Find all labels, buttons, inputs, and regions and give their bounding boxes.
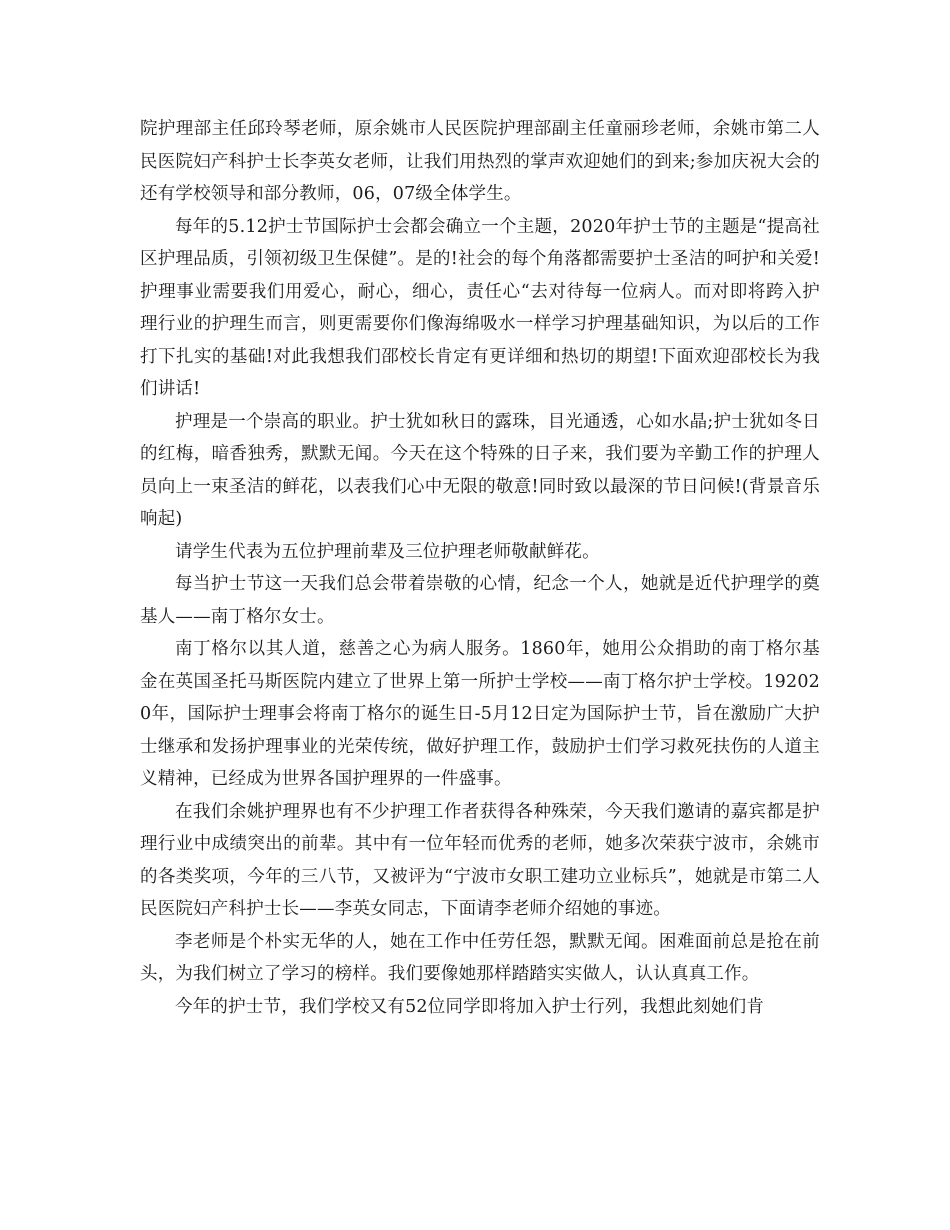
paragraph-nurses-day-theme: 每年的5.12护士节国际护士会都会确立一个主题，2020年护士节的主题是“提高社区护理品质，引领初级卫生保健”。是的!社会的每个角落都需要护士圣洁的呵护和关爱!护理事业需要我们用爱心，耐心，细心，责任心“去对待每一位病人。而对即将跨入护理行业的护理生而言，则更需要你们像海绵吸水一样学习护理基础知识，为以后的工作打下扎实的基础!对此我想我们邵校长肯定有更详细和热切的期望!下面欢迎邵校长为我们讲话! xyxy=(140,216,820,399)
paragraph-yuyao-honors: 在我们余姚护理界也有不少护理工作者获得各种殊荣，今天我们邀请的嘉宾都是护理行业中成绩突出的前辈。其中有一位年轻而优秀的老师，她多次荣获宁波市，余姚市的各类奖项，今年的三八节，又被评为“宁波市女职工建功立业标兵”，她就是市第二人民医院妇产科护士长——李英女同志，下面请李老师介绍她的事迹。 xyxy=(140,801,820,919)
paragraph-new-nurses: 今年的护士节，我们学校又有52位同学即将加入护士行列，我想此刻她们肯 xyxy=(175,996,765,1017)
paragraph-teacher-li: 李老师是个朴实无华的人，她在工作中任劳任怨，默默无闻。困难面前总是抢在前头，为我们树立了学习的榜样。我们要像她那样踏踏实实做人，认认真真工作。 xyxy=(140,931,820,984)
paragraph-noble-profession: 护理是一个崇高的职业。护士犹如秋日的露珠，目光通透，心如水晶;护士犹如冬日的红梅，暗香独秀，默默无闻。今天在这个特殊的日子来，我们要为辛勤工作的护理人员向上一束圣洁的鲜花，以表我们心中无限的敬意!同时致以最深的节日问候!(背景音乐响起) xyxy=(140,411,820,529)
paragraph-present-flowers: 请学生代表为五位护理前辈及三位护理老师敬献鲜花。 xyxy=(175,541,600,562)
paragraph-guests-intro: 院护理部主任邱玲琴老师，原余姚市人民医院护理部副主任童丽珍老师，余姚市第二人民医院妇产科护士长李英女老师，让我们用热烈的掌声欢迎她们的到来;参加庆祝大会的还有学校领导和部分教师，06，07级全体学生。 xyxy=(140,119,820,204)
paragraph-nightingale: 南丁格尔以其人道，慈善之心为病人服务。1860年，她用公众捐助的南丁格尔基金在英国圣托马斯医院内建立了世界上第一所护士学校——南丁格尔护士学校。192020年，国际护士理事会将南丁格尔的诞生日-5月12日定为国际护士节，旨在激励广大护士继承和发扬护理事业的光荣传统，做好护理工作，鼓励护士们学习救死扶伤的人道主义精神，已经成为世界各国护理界的一件盛事。 xyxy=(140,639,820,789)
paragraph-commemorate: 每当护士节这一天我们总会带着崇敬的心情，纪念一个人，她就是近代护理学的奠基人——南丁格尔女士。 xyxy=(140,574,820,627)
document-page xyxy=(140,113,820,1023)
